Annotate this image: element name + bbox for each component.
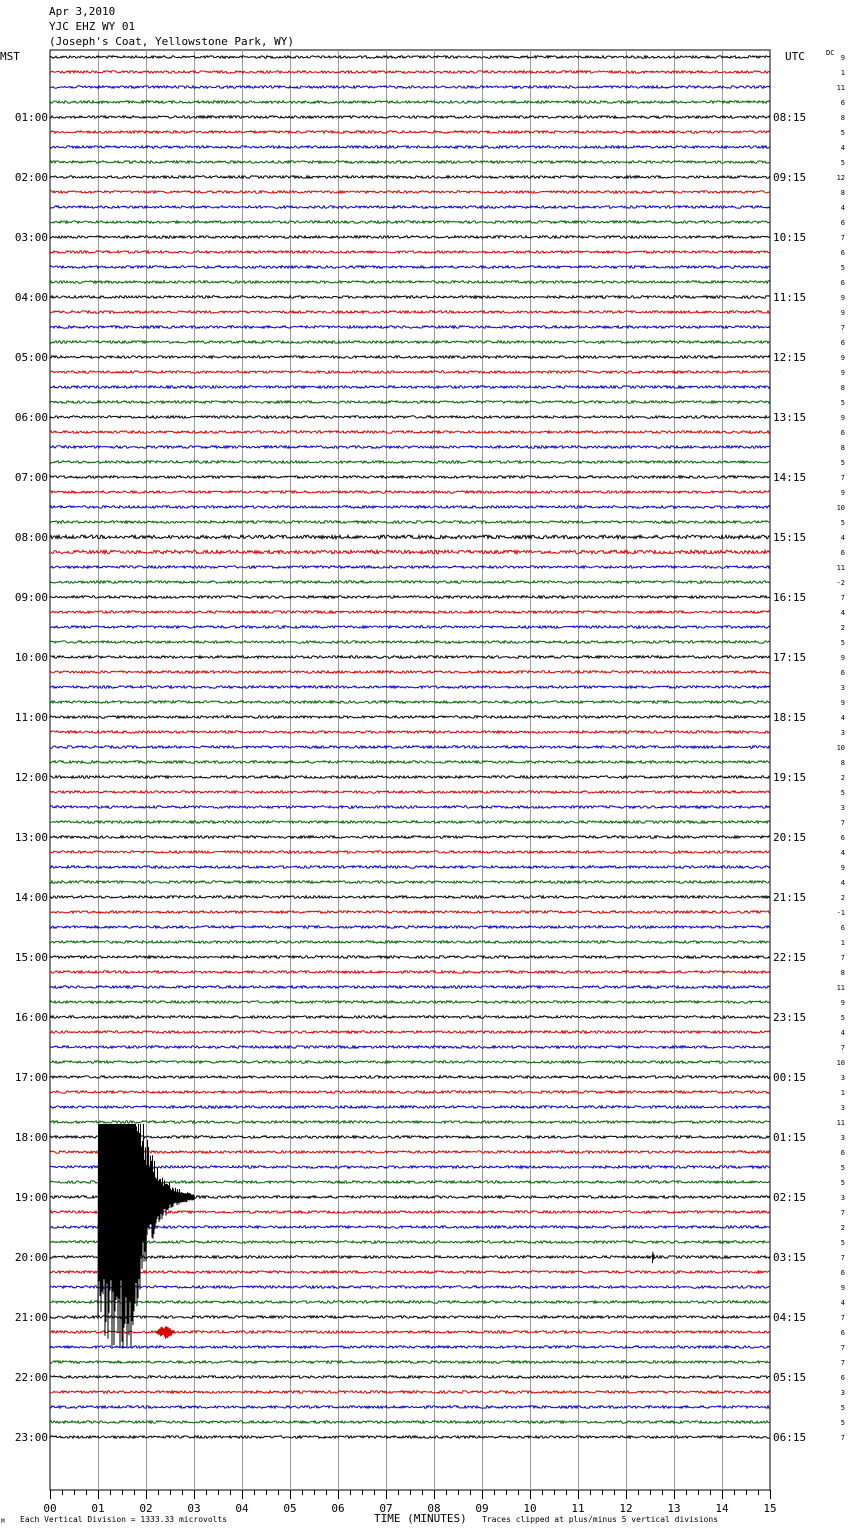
seismic-trace (50, 1106, 770, 1109)
seismic-trace (50, 356, 770, 359)
corner-mark: M (1, 1518, 5, 1525)
seismic-trace (50, 1061, 770, 1064)
x-axis-title: TIME (MINUTES) (374, 1512, 467, 1525)
seismic-trace (50, 1421, 770, 1424)
x-tick-label: 11 (571, 1502, 585, 1515)
right-hour-label: 11:15 (773, 291, 807, 304)
dc-offset-value: 5 (840, 1239, 845, 1247)
right-hour-label: 09:15 (773, 171, 807, 184)
right-hour-label: 13:15 (773, 411, 807, 424)
right-hour-label: 16:15 (773, 591, 807, 604)
dc-offset-value: 5 (840, 399, 845, 407)
dc-offset-value: 6 (840, 1329, 845, 1337)
dc-offset-value: 9 (840, 654, 845, 662)
dc-offset-value: 4 (840, 609, 845, 617)
dc-offset-value: 4 (840, 1029, 845, 1037)
seismic-trace (50, 656, 770, 659)
dc-offset-value: 7 (840, 594, 845, 602)
dc-offset-value: 3 (840, 804, 845, 812)
right-hour-label: 04:15 (773, 1311, 807, 1324)
seismic-trace (50, 806, 770, 809)
seismic-trace (50, 611, 770, 614)
dc-offset-value: 6 (840, 219, 845, 227)
seismic-trace (50, 71, 770, 74)
seismic-trace (50, 131, 770, 134)
dc-offset-value: 6 (840, 834, 845, 842)
left-hour-label: 14:00 (14, 891, 48, 904)
right-hour-label: 01:15 (773, 1131, 807, 1144)
seismic-trace (50, 1031, 770, 1034)
seismic-trace (50, 1391, 770, 1394)
dc-offset-value: 6 (840, 1374, 845, 1382)
dc-offset-value: 9 (840, 54, 845, 62)
dc-offset-value: 5 (840, 159, 845, 167)
seismic-trace (50, 596, 770, 599)
dc-offset-value: 3 (840, 1104, 845, 1112)
x-tick-label: 02 (139, 1502, 153, 1515)
dc-offset-value: 9 (840, 864, 845, 872)
dc-offset-value: 7 (840, 1254, 845, 1262)
x-tick-label: 01 (91, 1502, 105, 1515)
dc-offset-value: 9 (840, 1284, 845, 1292)
seismic-trace (50, 1016, 770, 1019)
x-tick-label: 12 (619, 1502, 633, 1515)
minute-grid (50, 50, 770, 1490)
seismic-trace (50, 686, 770, 689)
seismic-trace (50, 866, 770, 869)
dc-offset-value: 4 (840, 849, 845, 857)
dc-offset-value: 10 (836, 504, 845, 512)
dc-offset-value: -1 (836, 909, 845, 917)
header-station: YJC EHZ WY 01 (49, 20, 136, 33)
right-hour-label: 06:15 (773, 1431, 807, 1444)
left-hour-label: 12:00 (14, 771, 48, 784)
scale-note: Each Vertical Division = 1333.33 microvolts (20, 1515, 228, 1524)
seismic-trace (50, 911, 770, 914)
seismic-trace (50, 956, 770, 959)
dc-offset-value: 7 (840, 474, 845, 482)
dc-offset-value: 8 (840, 189, 845, 197)
x-tick-label: 14 (715, 1502, 729, 1515)
seismic-trace (50, 701, 770, 704)
left-hour-label: 15:00 (14, 951, 48, 964)
seismic-trace (50, 341, 770, 344)
dc-offset-value: 9 (840, 699, 845, 707)
seismic-trace (50, 461, 770, 464)
dc-offset-value: 7 (840, 1044, 845, 1052)
dc-offset-value: 6 (840, 249, 845, 257)
header-date: Apr 3,2010 (49, 5, 116, 18)
dc-offset-value: 11 (836, 1119, 845, 1127)
dc-offset-value: 6 (840, 549, 845, 557)
right-hour-label: 22:15 (773, 951, 807, 964)
seismic-trace (50, 1001, 770, 1004)
dc-offset-value: 7 (840, 1359, 845, 1367)
right-hour-label: 03:15 (773, 1251, 807, 1264)
dc-offset-value: 2 (840, 774, 845, 782)
dc-offset-value: 2 (840, 1224, 845, 1232)
dc-offset-value: 9 (840, 369, 845, 377)
dc-offset-value: 8 (840, 969, 845, 977)
x-tick-label: 03 (187, 1502, 201, 1515)
left-hour-label: 21:00 (14, 1311, 48, 1324)
left-hour-label: 18:00 (14, 1131, 48, 1144)
dc-offset-value: 9 (840, 309, 845, 317)
dc-offset-value: 12 (836, 174, 845, 182)
dc-offset-value: 8 (840, 384, 845, 392)
dc-offset-value: 5 (840, 1164, 845, 1172)
left-hour-label: 22:00 (14, 1371, 48, 1384)
x-tick-label: 15 (763, 1502, 777, 1515)
left-hour-label: 16:00 (14, 1011, 48, 1024)
seismic-trace (50, 581, 770, 584)
dc-offset-value: 9 (840, 354, 845, 362)
dc-offset-value: 7 (840, 324, 845, 332)
left-timezone-label: MST (0, 50, 20, 63)
seismic-trace (50, 1151, 770, 1154)
seismic-trace (50, 1226, 770, 1229)
seismic-trace (50, 1346, 770, 1349)
dc-offset-value: 9 (840, 294, 845, 302)
dc-offset-value: 7 (840, 819, 845, 827)
left-hour-label: 23:00 (14, 1431, 48, 1444)
left-hour-label: 17:00 (14, 1071, 48, 1084)
event-trace (156, 1326, 175, 1339)
dc-offset-value: 11 (836, 84, 845, 92)
clip-note: Traces clipped at plus/minus 5 vertical divisions (482, 1515, 719, 1524)
seismic-trace (50, 1376, 770, 1379)
seismic-trace (50, 161, 770, 164)
left-hour-label: 09:00 (14, 591, 48, 604)
dc-offset-value: 1 (840, 1089, 845, 1097)
seismic-trace (50, 941, 770, 944)
dc-offset-value: 6 (840, 339, 845, 347)
left-hour-label: 04:00 (14, 291, 48, 304)
dc-offset-value: 4 (840, 144, 845, 152)
dc-offset-value: 8 (840, 444, 845, 452)
seismic-trace (50, 176, 770, 179)
dc-offset-value: 5 (840, 1419, 845, 1427)
seismic-trace (50, 971, 770, 974)
seismic-trace (50, 761, 770, 764)
x-tick-label: 05 (283, 1502, 297, 1515)
seismic-trace (50, 550, 770, 554)
dc-offset-value: 5 (840, 519, 845, 527)
seismic-trace (50, 56, 770, 59)
dc-offset-value: 6 (840, 924, 845, 932)
seismic-trace (50, 671, 770, 674)
left-hour-label: 19:00 (14, 1191, 48, 1204)
left-hour-label: 10:00 (14, 651, 48, 664)
dc-offset-value: 3 (840, 684, 845, 692)
seismic-trace (50, 446, 770, 449)
seismic-trace (50, 506, 770, 509)
seismic-trace (50, 1136, 770, 1139)
right-hour-label: 17:15 (773, 651, 807, 664)
dc-offset-value: 6 (840, 279, 845, 287)
seismic-trace (50, 86, 770, 89)
dc-offset-value: 7 (840, 1209, 845, 1217)
seismic-trace (50, 716, 770, 719)
seismic-trace (50, 836, 770, 839)
seismic-trace (50, 1091, 770, 1094)
seismic-trace (50, 791, 770, 794)
dc-offset-value: 5 (840, 1179, 845, 1187)
seismic-trace (50, 206, 770, 209)
right-hour-label: 15:15 (773, 531, 807, 544)
left-hour-label: 13:00 (14, 831, 48, 844)
dc-offset-value: 7 (840, 1344, 845, 1352)
dc-offset-value: 3 (840, 729, 845, 737)
seismic-trace (50, 1286, 770, 1289)
seismic-trace (50, 116, 770, 119)
seismic-trace (50, 146, 770, 149)
seismic-trace (50, 371, 770, 374)
plot-frame (50, 50, 770, 1490)
dc-offset-value: 3 (840, 1074, 845, 1082)
dc-offset-value: 1 (840, 69, 845, 77)
dc-offset-value: 11 (836, 984, 845, 992)
seismic-trace (50, 521, 770, 524)
right-timezone-label: UTC (785, 50, 805, 63)
dc-offset-value: 7 (840, 954, 845, 962)
seismic-trace (50, 881, 770, 884)
dc-offset-value: 6 (840, 1269, 845, 1277)
seismic-trace (50, 1271, 770, 1274)
seismic-trace (50, 1076, 770, 1079)
seismic-trace (50, 641, 770, 644)
seismic-trace (50, 401, 770, 404)
right-hour-label: 19:15 (773, 771, 807, 784)
seismic-trace (50, 386, 770, 389)
x-tick-label: 08 (427, 1502, 441, 1515)
dc-offset-value: 5 (840, 459, 845, 467)
dc-offset-value: 2 (840, 894, 845, 902)
dc-offset-value: 5 (840, 639, 845, 647)
seismic-trace (50, 191, 770, 194)
left-hour-label: 20:00 (14, 1251, 48, 1264)
seismic-trace (50, 1316, 770, 1319)
left-hour-label: 08:00 (14, 531, 48, 544)
seismic-trace (50, 101, 770, 104)
right-hour-label: 14:15 (773, 471, 807, 484)
dc-offset-value: 2 (840, 624, 845, 632)
dc-offset-value: 4 (840, 879, 845, 887)
seismic-trace (50, 296, 770, 299)
seismic-trace (50, 1361, 770, 1364)
dc-offset-value: 9 (840, 999, 845, 1007)
seismic-trace (50, 311, 770, 314)
dc-offset-value: 5 (840, 129, 845, 137)
dc-offset-value: 7 (840, 234, 845, 242)
header-location: (Joseph's Coat, Yellowstone Park, WY) (49, 35, 295, 48)
right-hour-label: 12:15 (773, 351, 807, 364)
dc-offset-value: 8 (840, 759, 845, 767)
seismic-trace (50, 236, 770, 239)
dc-offset-value: -2 (836, 579, 845, 587)
trace-layer (50, 56, 770, 1439)
x-tick-label: 06 (331, 1502, 345, 1515)
x-tick-label: 13 (667, 1502, 681, 1515)
dc-offset-value: 3 (840, 1389, 845, 1397)
left-hour-label: 02:00 (14, 171, 48, 184)
x-tick-label: 04 (235, 1502, 249, 1515)
seismic-trace (50, 896, 770, 899)
right-hour-label: 18:15 (773, 711, 807, 724)
x-tick-label: 09 (475, 1502, 489, 1515)
seismic-trace (50, 251, 770, 254)
left-hour-label: 05:00 (14, 351, 48, 364)
seismic-trace (50, 431, 770, 434)
dc-offset-value: 9 (840, 414, 845, 422)
seismic-trace (50, 926, 770, 929)
x-tick-label: 07 (379, 1502, 393, 1515)
seismic-trace (50, 1301, 770, 1304)
seismic-trace (50, 476, 770, 479)
right-hour-label: 02:15 (773, 1191, 807, 1204)
dc-offset-value: 6 (840, 1149, 845, 1157)
dc-offset-value: 5 (840, 1014, 845, 1022)
seismic-trace (50, 566, 770, 569)
seismic-trace (50, 535, 770, 539)
right-hour-label: 21:15 (773, 891, 807, 904)
seismic-trace (50, 821, 770, 824)
dc-offset-value: 4 (840, 204, 845, 212)
dc-offset-value: 1 (840, 939, 845, 947)
seismic-trace (50, 776, 770, 779)
left-hour-label: 07:00 (14, 471, 48, 484)
seismic-trace (50, 731, 770, 734)
dc-offset-value: 3 (840, 1194, 845, 1202)
right-hour-label: 05:15 (773, 1371, 807, 1384)
seismic-trace (50, 416, 770, 419)
right-hour-label: 23:15 (773, 1011, 807, 1024)
seismic-trace (50, 281, 770, 284)
dc-offset-value: 11 (836, 564, 845, 572)
seismic-trace (50, 266, 770, 269)
seismic-trace (50, 986, 770, 989)
right-hour-label: 08:15 (773, 111, 807, 124)
seismic-trace (50, 221, 770, 224)
seismic-trace (50, 746, 770, 749)
seismic-trace (50, 326, 770, 329)
x-tick-label: 10 (523, 1502, 537, 1515)
seismic-trace (50, 1256, 770, 1259)
dc-offset-value: 5 (840, 264, 845, 272)
dc-offset-value: 9 (840, 489, 845, 497)
seismic-trace (50, 1406, 770, 1409)
dc-offset-value: 7 (840, 1314, 845, 1322)
dc-offset-value: 6 (840, 429, 845, 437)
seismic-trace (50, 1436, 770, 1439)
dc-offset-value: 6 (840, 669, 845, 677)
dc-offset-value: 8 (840, 114, 845, 122)
right-hour-label: 10:15 (773, 231, 807, 244)
left-hour-label: 06:00 (14, 411, 48, 424)
dc-offset-value: 4 (840, 534, 845, 542)
left-hour-label: 03:00 (14, 231, 48, 244)
dc-label: DC (826, 49, 835, 57)
dc-offset-value: 5 (840, 1404, 845, 1412)
dc-offset-value: 10 (836, 1059, 845, 1067)
dc-offset-value: 3 (840, 1134, 845, 1142)
seismic-trace (50, 1121, 770, 1124)
right-hour-label: 20:15 (773, 831, 807, 844)
seismic-trace (50, 851, 770, 854)
event-trace (652, 1252, 654, 1264)
left-hour-label: 01:00 (14, 111, 48, 124)
dc-offset-value: 5 (840, 789, 845, 797)
seismic-trace (50, 491, 770, 494)
left-hour-label: 11:00 (14, 711, 48, 724)
dc-offset-value: 4 (840, 714, 845, 722)
dc-offset-value: 6 (840, 99, 845, 107)
dc-offset-value: 7 (840, 1434, 845, 1442)
right-hour-label: 00:15 (773, 1071, 807, 1084)
dc-offset-value: 10 (836, 744, 845, 752)
seismic-trace (50, 626, 770, 629)
seismic-trace (50, 1046, 770, 1049)
seismic-trace (50, 1241, 770, 1244)
x-tick-label: 00 (43, 1502, 57, 1515)
dc-offset-value: 4 (840, 1299, 845, 1307)
